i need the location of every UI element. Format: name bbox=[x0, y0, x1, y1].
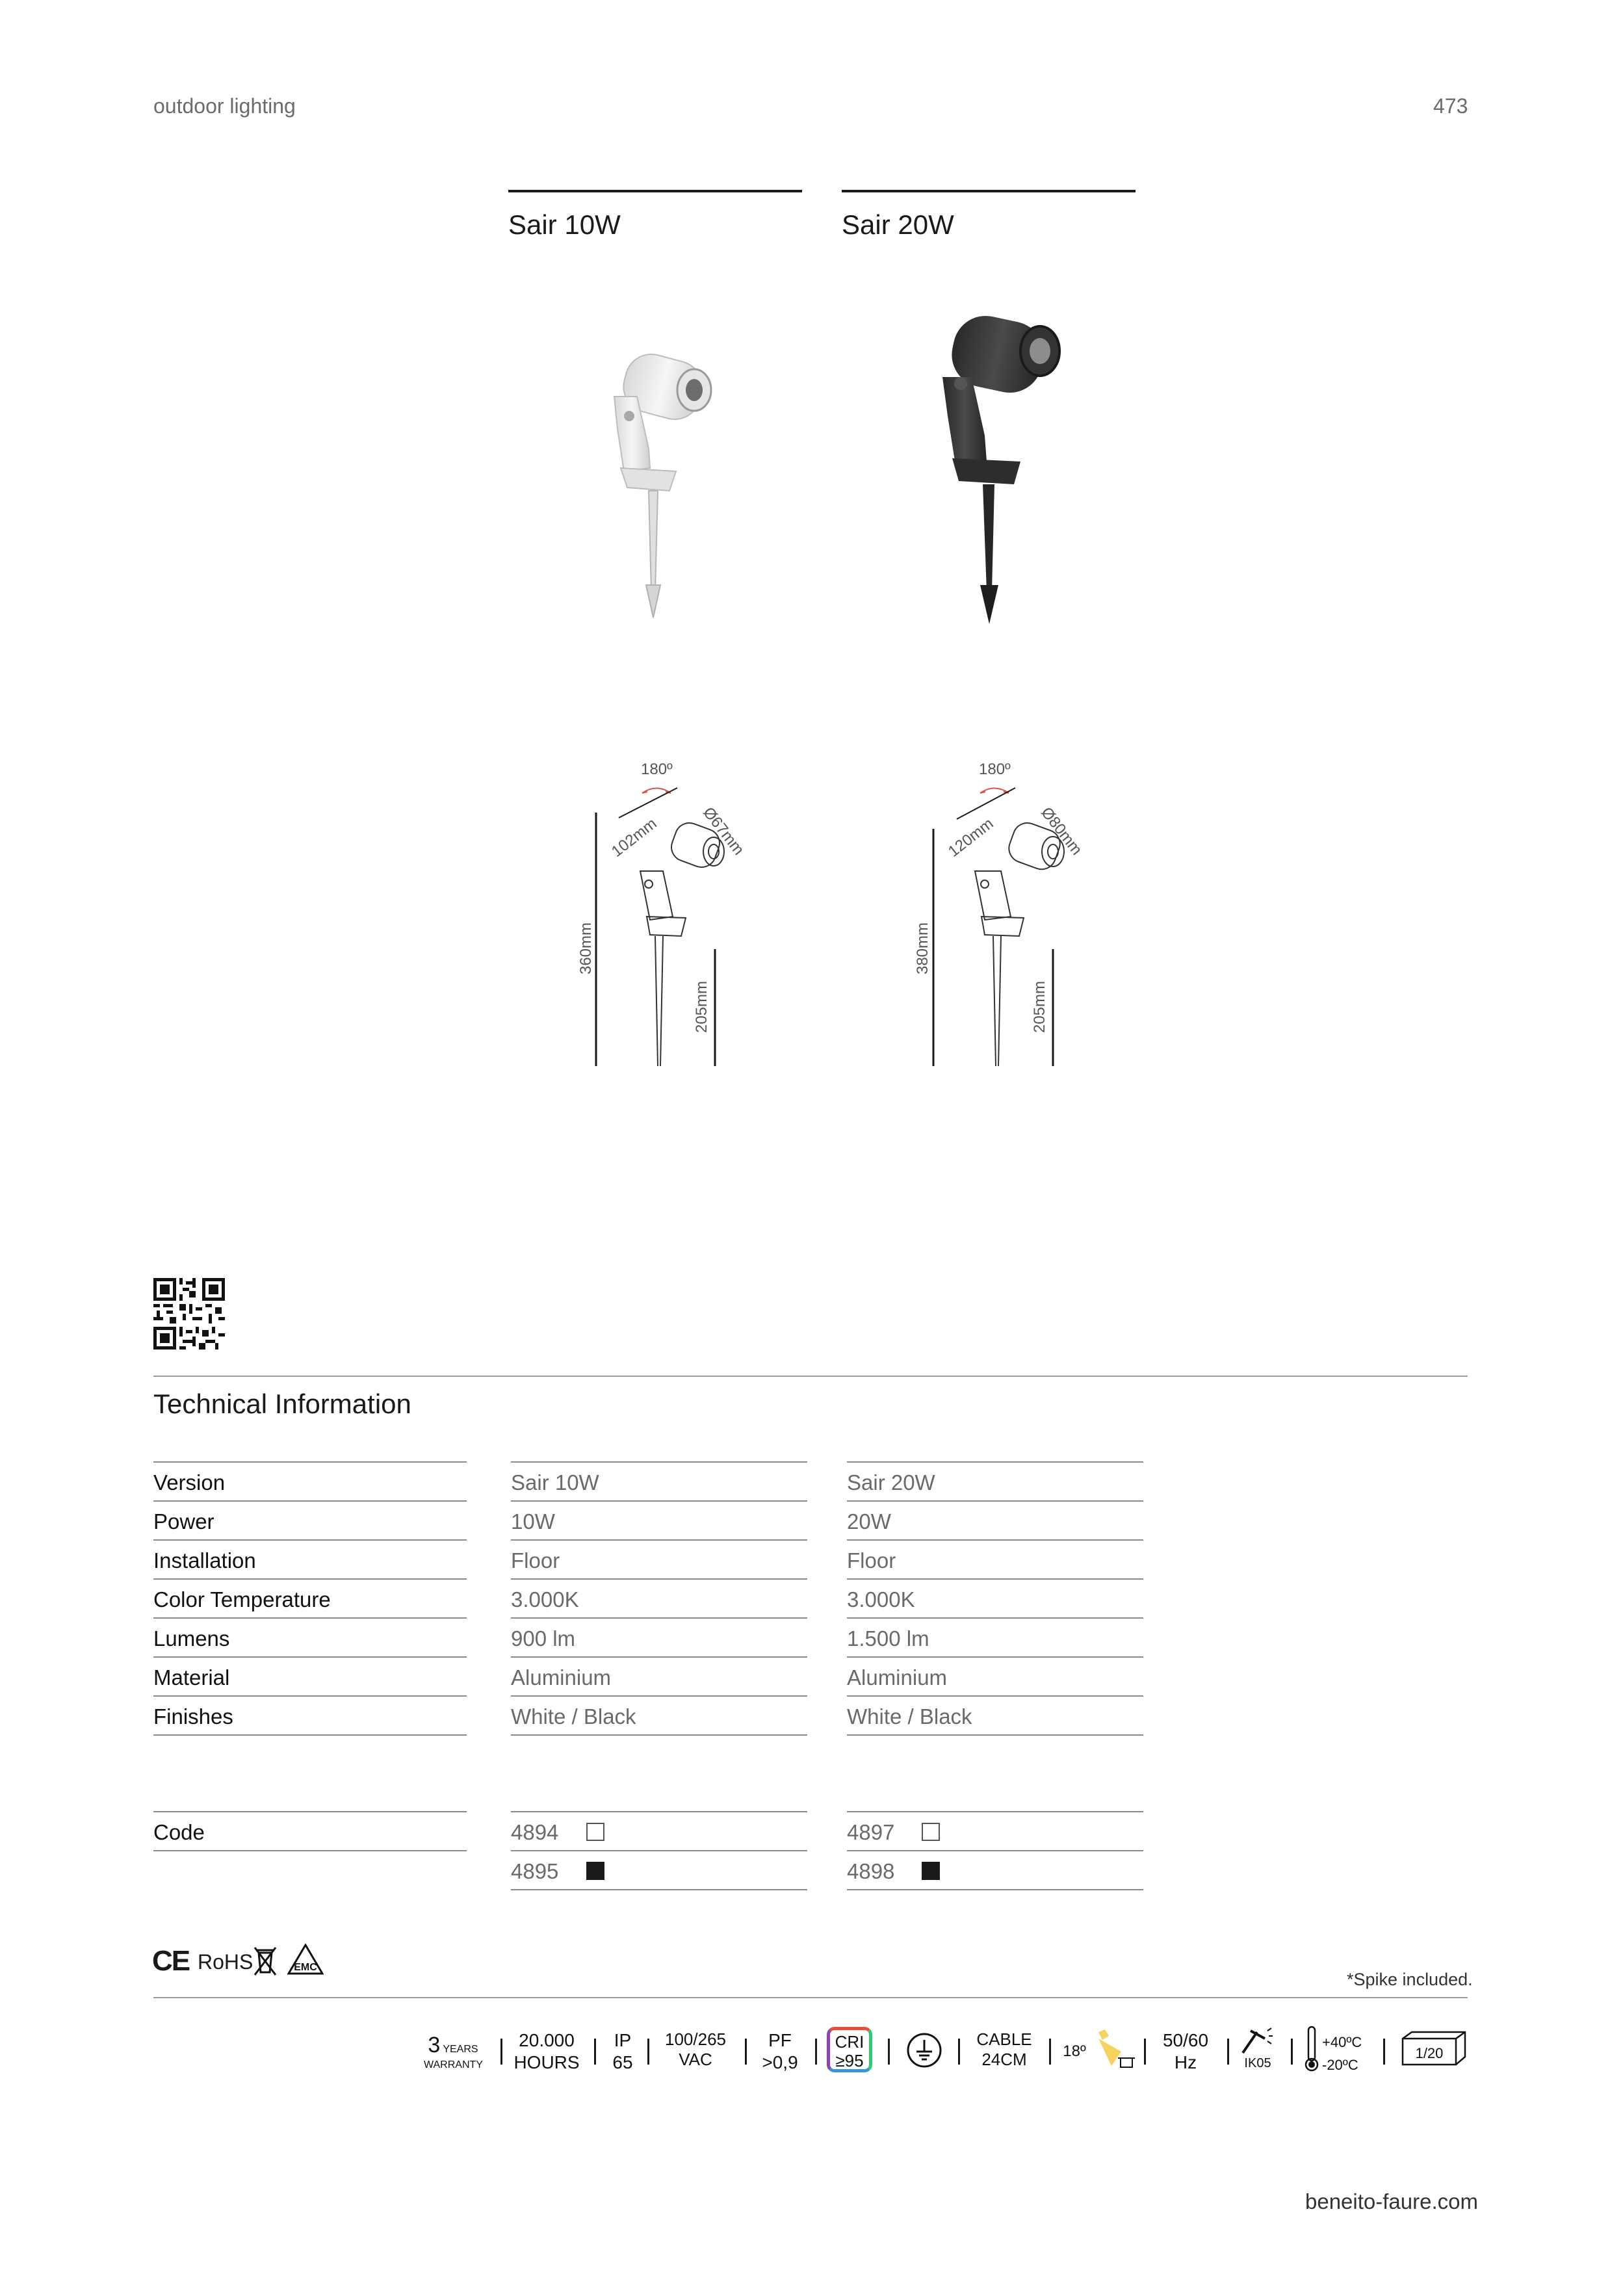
finish-black-swatch bbox=[922, 1862, 940, 1880]
cable-length: CABLE 24CM bbox=[976, 2029, 1032, 2070]
emc-icon bbox=[287, 1944, 324, 1975]
row-value: Floor bbox=[511, 1548, 560, 1572]
table-rule bbox=[153, 1811, 467, 1812]
row-value: White / Black bbox=[511, 1704, 636, 1729]
voltage: 100/265 VAC bbox=[665, 2029, 726, 2070]
table-rule bbox=[847, 1578, 1143, 1580]
code-value: 4897 bbox=[847, 1820, 895, 1844]
spec-separator bbox=[1144, 2039, 1146, 2065]
temperature-range: +40ºC -20ºC bbox=[1322, 2034, 1362, 2074]
spec-separator bbox=[1383, 2039, 1385, 2065]
weee-icon bbox=[252, 1944, 278, 1977]
rohs-mark: RoHS bbox=[198, 1950, 253, 1974]
table-rule bbox=[847, 1617, 1143, 1619]
table-rule bbox=[847, 1461, 1143, 1463]
finish-white-swatch bbox=[922, 1823, 940, 1841]
ik-rating: IK05 bbox=[1244, 2056, 1271, 2070]
table-rule bbox=[847, 1850, 1143, 1851]
table-rule bbox=[511, 1850, 807, 1851]
row-label: Installation bbox=[153, 1548, 256, 1572]
page-number: 473 bbox=[1433, 94, 1468, 118]
row-value: 3.000K bbox=[847, 1587, 915, 1611]
lifetime-hours: 20.000 HOURS bbox=[513, 2030, 580, 2072]
table-rule bbox=[511, 1578, 807, 1580]
spec-separator bbox=[1227, 2039, 1229, 2065]
table-rule bbox=[847, 1500, 1143, 1502]
spec-separator bbox=[745, 2039, 747, 2065]
table-rule bbox=[153, 1461, 467, 1463]
row-value: 10W bbox=[511, 1509, 555, 1533]
table-rule bbox=[511, 1500, 807, 1502]
frequency: 50/60 Hz bbox=[1162, 2030, 1209, 2072]
table-rule bbox=[511, 1889, 807, 1890]
table-rule bbox=[511, 1617, 807, 1619]
code-value: 4895 bbox=[511, 1859, 559, 1883]
product-rule bbox=[842, 190, 1136, 192]
table-rule bbox=[847, 1539, 1143, 1541]
row-label: Finishes bbox=[153, 1704, 233, 1729]
table-rule bbox=[153, 1578, 467, 1580]
table-rule bbox=[511, 1695, 807, 1697]
code-value: 4894 bbox=[511, 1820, 559, 1844]
code-label: Code bbox=[153, 1820, 205, 1844]
spike-note: *Spike included. bbox=[1347, 1970, 1473, 1989]
rotation-label: 180º bbox=[979, 761, 1011, 778]
technical-drawing-20w bbox=[897, 754, 1105, 1079]
row-label: Power bbox=[153, 1509, 214, 1533]
beam-angle-icon bbox=[1092, 2026, 1137, 2074]
product-title: Sair 10W bbox=[508, 209, 621, 240]
row-value: 1.500 lm bbox=[847, 1626, 929, 1650]
row-value: Sair 20W bbox=[847, 1470, 935, 1494]
spec-separator bbox=[647, 2039, 649, 2065]
diameter-label: Ø80mm bbox=[1037, 803, 1085, 859]
product-title: Sair 20W bbox=[842, 209, 954, 240]
table-rule bbox=[511, 1461, 807, 1463]
table-rule bbox=[847, 1811, 1143, 1812]
row-label: Color Temperature bbox=[153, 1587, 331, 1611]
website[interactable]: beneito-faure.com bbox=[1305, 2189, 1478, 2213]
ip-rating: IP 65 bbox=[612, 2030, 633, 2072]
table-rule bbox=[847, 1734, 1143, 1736]
product-photo-white bbox=[598, 351, 728, 637]
spike-label: 205mm bbox=[1031, 980, 1049, 1034]
table-rule bbox=[153, 1617, 467, 1619]
table-rule bbox=[511, 1811, 807, 1812]
spec-separator bbox=[1291, 2039, 1293, 2065]
section-divider bbox=[153, 1376, 1468, 1377]
row-value: White / Black bbox=[847, 1704, 972, 1729]
finish-white-swatch bbox=[586, 1823, 604, 1841]
earth-ground-icon bbox=[906, 2032, 942, 2068]
table-rule bbox=[511, 1734, 807, 1736]
cri-badge: CRI ≥95 bbox=[827, 2027, 872, 2072]
spec-separator bbox=[888, 2039, 890, 2065]
row-value: Sair 10W bbox=[511, 1470, 599, 1494]
row-value: Aluminium bbox=[847, 1665, 948, 1689]
product-photo-black bbox=[923, 306, 1079, 631]
width-label: 102mm bbox=[608, 815, 660, 861]
table-rule bbox=[153, 1656, 467, 1658]
table-rule bbox=[153, 1500, 467, 1502]
footer-divider bbox=[153, 1997, 1468, 1998]
table-rule bbox=[153, 1850, 467, 1851]
table-rule bbox=[511, 1539, 807, 1541]
width-label: 120mm bbox=[944, 815, 997, 861]
emc-label: EMC bbox=[294, 1962, 317, 1973]
row-label: Lumens bbox=[153, 1626, 230, 1650]
technical-heading: Technical Information bbox=[153, 1389, 411, 1419]
finish-black-swatch bbox=[586, 1862, 604, 1880]
section-title: outdoor lighting bbox=[153, 94, 296, 118]
ce-mark: CE bbox=[152, 1945, 190, 1977]
table-rule bbox=[153, 1734, 467, 1736]
thermometer-icon bbox=[1304, 2026, 1319, 2072]
product-rule bbox=[508, 190, 802, 192]
code-value: 4898 bbox=[847, 1859, 895, 1883]
row-value: 900 lm bbox=[511, 1626, 576, 1650]
table-rule bbox=[847, 1695, 1143, 1697]
table-rule bbox=[153, 1539, 467, 1541]
row-label: Material bbox=[153, 1665, 230, 1689]
row-value: Floor bbox=[847, 1548, 896, 1572]
technical-drawing-10w bbox=[559, 754, 767, 1079]
spec-separator bbox=[500, 2039, 502, 2065]
table-rule bbox=[511, 1656, 807, 1658]
diameter-label: Ø67mm bbox=[699, 803, 747, 859]
row-value: Aluminium bbox=[511, 1665, 612, 1689]
rotation-label: 180º bbox=[641, 761, 673, 778]
package-quantity: 1/20 bbox=[1415, 2045, 1444, 2061]
height-label: 360mm bbox=[577, 922, 595, 975]
table-rule bbox=[847, 1656, 1143, 1658]
qr-code[interactable] bbox=[153, 1278, 225, 1350]
row-value: 3.000K bbox=[511, 1587, 579, 1611]
power-factor: PF >0,9 bbox=[762, 2030, 798, 2072]
row-label: Version bbox=[153, 1470, 226, 1494]
row-value: 20W bbox=[847, 1509, 891, 1533]
spec-separator bbox=[958, 2039, 960, 2065]
spec-separator bbox=[594, 2039, 596, 2065]
table-rule bbox=[847, 1889, 1143, 1890]
impact-hammer-icon bbox=[1239, 2027, 1274, 2055]
table-rule bbox=[153, 1695, 467, 1697]
spec-separator bbox=[1049, 2039, 1051, 2065]
beam-angle: 18º bbox=[1063, 2042, 1086, 2060]
spike-label: 205mm bbox=[693, 980, 711, 1034]
spec-separator bbox=[815, 2039, 817, 2065]
warranty-icon: 3 YEARS WARRANTY bbox=[424, 2033, 483, 2070]
height-label: 380mm bbox=[914, 922, 932, 975]
